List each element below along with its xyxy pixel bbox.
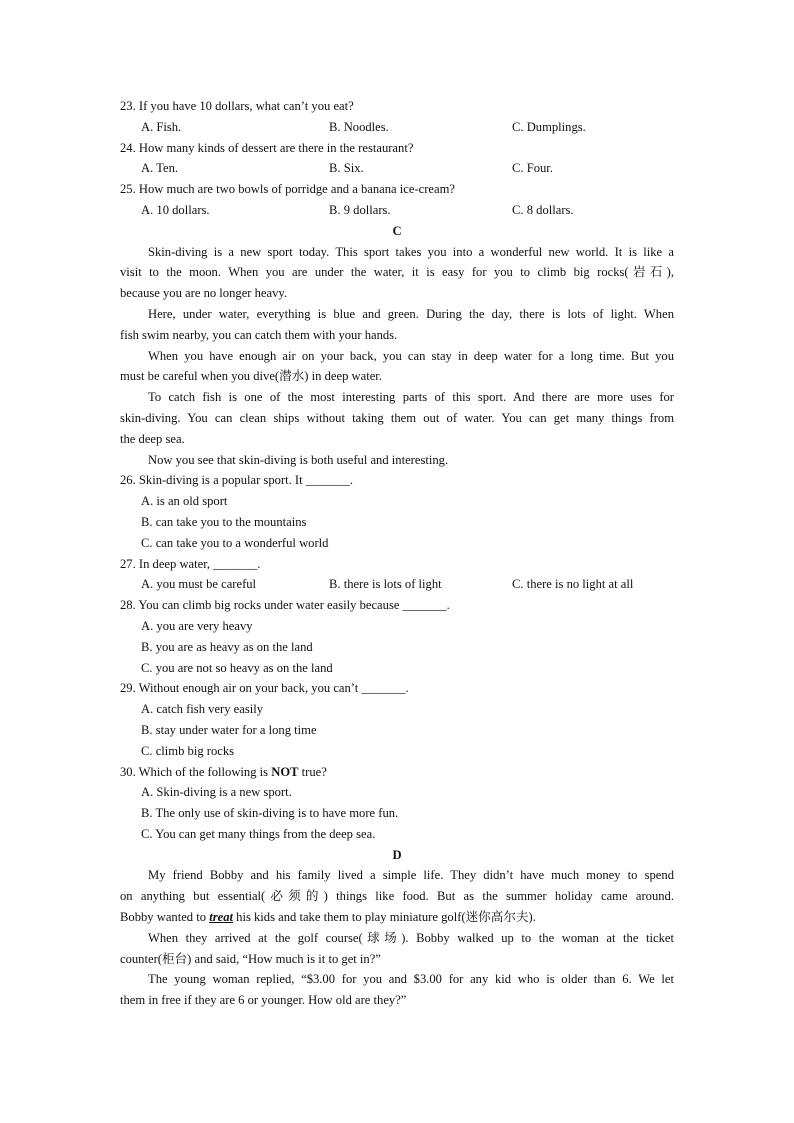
option-a: A. 10 dollars.	[141, 202, 210, 217]
stem-text: 30. Which of the following is	[120, 764, 272, 779]
paragraph-line: When you have enough air on your back, you can stay in deep water for a long time. But you	[148, 348, 674, 363]
option-c: C. You can get many things from the deep sea.	[141, 826, 376, 841]
option-a: A. catch fish very easily	[141, 702, 264, 717]
option-c: C. Four.	[512, 161, 553, 176]
paragraph-line: My friend Bobby and his family lived a simple life. They didn’t have much money to spend	[148, 868, 674, 883]
option-b: B. The only use of skin-diving is to have more fun.	[141, 806, 399, 821]
paragraph-line: because you are no longer heavy.	[120, 286, 288, 301]
text: Bobby wanted to	[120, 910, 210, 925]
question-23-options	[120, 117, 674, 138]
option-c: C. Dumplings.	[512, 119, 586, 134]
passage-c-paragraph-3	[120, 346, 674, 388]
option-a: A. Ten.	[141, 161, 179, 176]
option-a: A. is an old sport	[141, 494, 228, 509]
question-27-options	[120, 574, 674, 595]
paragraph-line: fish swim nearby, you can catch them with your hands.	[120, 327, 398, 342]
paragraph-line: the deep sea.	[120, 431, 185, 446]
emphasis-treat: treat	[209, 910, 233, 925]
option-b: B. can take you to the mountains	[141, 514, 307, 529]
stem-text: true?	[298, 764, 327, 779]
option-a: A. Fish.	[141, 119, 182, 134]
option-a: A. Skin-diving is a new sport.	[141, 785, 292, 800]
question-27-stem: 27. In deep water, _______.	[120, 556, 261, 571]
passage-d-paragraph-3	[120, 969, 674, 1011]
option-a: A. you are very heavy	[141, 618, 253, 633]
option-b: B. 9 dollars.	[329, 202, 391, 217]
question-24-stem: 24. How many kinds of dessert are there in the restaurant?	[120, 140, 414, 155]
question-24-options	[120, 158, 674, 179]
passage-c-paragraph-2	[120, 304, 674, 346]
option-c: C. 8 dollars.	[512, 202, 574, 217]
option-c: C. climb big rocks	[141, 743, 235, 758]
paragraph-line: must be careful when you dive(潜水) in deep water.	[120, 369, 382, 384]
paragraph-line: skin-diving. You can clean ships without taking them out of water. You can get many things from	[120, 410, 674, 425]
emphasis-not: NOT	[271, 764, 299, 779]
section-c-heading: C	[392, 223, 402, 238]
paragraph-line: counter(柜台) and said, “How much is it to get in?”	[120, 951, 381, 966]
passage-c-paragraph-4	[120, 387, 674, 449]
question-29-stem: 29. Without enough air on your back, you can’t _______.	[120, 681, 409, 696]
paragraph-line: on anything but essential(必须的) things like food. But as the summer holiday came around.	[120, 889, 674, 904]
option-b: B. Six.	[329, 161, 364, 176]
paragraph-line: Skin-diving is a new sport today. This sport takes you into a wonderful new world. It is like a	[148, 244, 674, 259]
option-b: B. you are as heavy as on the land	[141, 639, 313, 654]
paragraph-line: When they arrived at the golf course(球场). Bobby walked up to the woman at the ticket	[148, 930, 674, 945]
paragraph-line: visit to the moon. When you are under the water, it is easy for you to climb big rocks(岩石),	[120, 265, 674, 280]
option-b: B. stay under water for a long time	[141, 722, 317, 737]
question-30-stem	[120, 762, 674, 783]
question-25-stem: 25. How much are two bowls of porridge and a banana ice-cream?	[120, 182, 456, 197]
passage-d-paragraph-1	[120, 865, 674, 927]
option-c: C. can take you to a wonderful world	[141, 535, 329, 550]
paragraph-line: The young woman replied, “$3.00 for you and $3.00 for any kid who is older than 6. We let	[148, 972, 674, 987]
paragraph-line	[120, 907, 674, 928]
question-23-stem: 23. If you have 10 dollars, what can’t you eat?	[120, 99, 354, 113]
option-b: B. there is lots of light	[329, 577, 442, 592]
paragraph-line: To catch fish is one of the most interesting parts of this sport. And there are more uses for	[148, 390, 674, 405]
question-25-options	[120, 200, 674, 221]
question-26-stem: 26. Skin-diving is a popular sport. It _______.	[120, 473, 353, 488]
option-c: C. there is no light at all	[512, 577, 634, 592]
paragraph-line: them in free if they are 6 or younger. How old are they?”	[120, 993, 407, 1008]
question-28-stem: 28. You can climb big rocks under water easily because _______.	[120, 598, 450, 613]
option-a: A. you must be careful	[141, 577, 257, 592]
text: his kids and take them to play miniature golf(迷你高尔夫).	[233, 910, 536, 925]
passage-c-paragraph-1	[120, 242, 674, 304]
option-c: C. you are not so heavy as on the land	[141, 660, 333, 675]
option-b: B. Noodles.	[329, 119, 389, 134]
passage-d-paragraph-2	[120, 928, 674, 970]
paragraph-line: Now you see that skin-diving is both useful and interesting.	[148, 452, 449, 467]
worksheet-page	[120, 96, 674, 1011]
section-d-heading: D	[392, 847, 402, 862]
paragraph-line: Here, under water, everything is blue and green. During the day, there is lots of light. When	[148, 306, 674, 321]
passage-c-paragraph-5	[120, 450, 674, 471]
